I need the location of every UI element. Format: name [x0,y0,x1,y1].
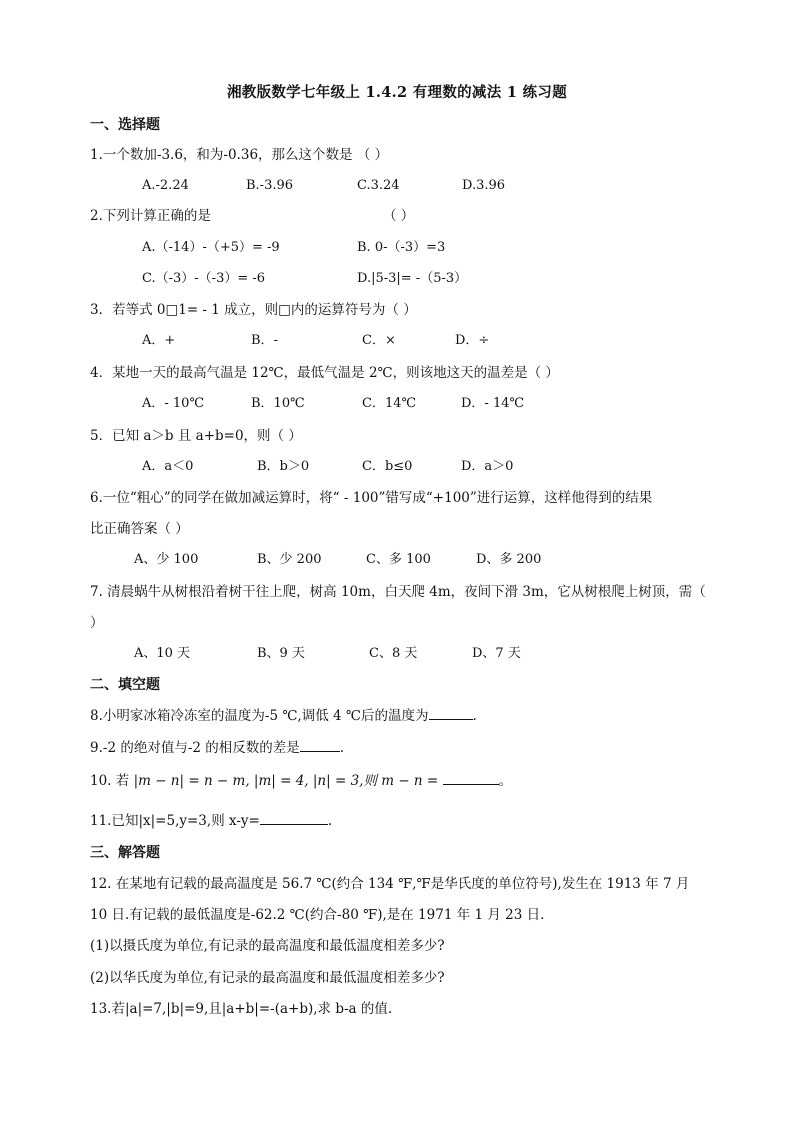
question-10 [90,772,512,790]
question-10-end: 。 [498,773,513,789]
question-4-option-d: D．- 14℃ [461,396,525,411]
answer-blank [429,707,473,720]
question-5-option-c: C．b≤0 [362,459,413,474]
question-3-stem: 3．若等式 0□1= - 1 成立，则□内的运算符号为（ ） [90,302,417,318]
question-8-end: . [472,708,477,724]
question-3-option-b: B．- [251,333,278,348]
page-title: 湘教版数学七年级上 1.4.2 有理数的减法 1 练习题 [226,84,568,101]
question-6-stem-line-2: 比正确答案（ ） [90,521,189,537]
question-2-option-b: B. 0-（-3）=3 [357,240,446,255]
question-10-math: |m − n| = n − m, |m| = 4, |n| = 3,则 m − n = [133,773,439,789]
question-7-option-b: B、9 天 [257,646,305,661]
question-4-stem: 4．某地一天的最高气温是 12℃，最低气温是 2℃，则该地这天的温差是（ ） [90,365,559,381]
question-3-option-c: C．× [362,333,396,348]
question-2-option-a: A.（-14）-（+5）= -9 [142,240,280,255]
question-4-option-c: C．14℃ [362,396,417,411]
question-2-stem: 2.下列计算正确的是 [90,208,211,224]
question-3-option-a: A．+ [142,333,176,348]
question-3-option-d: D．÷ [455,333,490,348]
question-2-option-d: D.|5-3|= -（5-3） [357,271,468,286]
question-6-option-c: C、多 100 [366,552,431,567]
question-11 [90,812,332,830]
question-4-option-b: B．10℃ [251,396,305,411]
answer-blank [300,739,340,752]
question-4-option-a: A．- 10℃ [142,396,204,411]
question-11-text: 11.已知|x|=5,y=3,则 x-y= [90,813,260,829]
question-7-stem-line-1: 7. 清晨蜗牛从树根沿着树干往上爬，树高 10m，白天爬 4m，夜间下滑 3m，它从树根爬上树顶，需（ [90,584,706,600]
question-1-option-b: B.-3.96 [246,178,294,193]
question-2-option-c: C.（-3）-（-3）= -6 [142,271,266,286]
question-5-option-d: D．a＞0 [461,459,514,474]
section-heading-fill: 二、填空题 [90,677,160,693]
section-heading-solve: 三、解答题 [90,845,160,861]
question-5-option-b: B．b＞0 [257,459,310,474]
question-1-stem: 1.一个数加-3.6，和为-0.36，那么这个数是 （ ） [90,147,389,163]
question-8-text: 8.小明家冰箱冷冻室的温度为-5 ℃,调低 4 ℃后的温度为 [90,708,429,724]
question-12-sub-1: (1)以摄氏度为单位,有记录的最高温度和最低温度相差多少? [90,938,445,954]
question-7-option-a: A、10 天 [134,646,191,661]
question-6-option-d: D、多 200 [476,552,542,567]
question-9-text: 9.-2 的绝对值与-2 的相反数的差是 [90,740,300,756]
question-6-stem-line-1: 6.一位“粗心”的同学在做加减运算时，将“ - 100”错写成“+100”进行运算，这样他得到的结果 [90,490,653,506]
question-1-option-c: C.3.24 [357,178,400,193]
section-heading-choice: 一、选择题 [90,117,160,133]
question-1-option-a: A.-2.24 [142,178,189,193]
question-5-stem: 5．已知 a＞b 且 a+b=0，则（ ） [90,428,302,444]
question-7-option-c: C、8 天 [369,646,418,661]
question-5-option-a: A．a＜0 [142,459,194,474]
question-6-option-a: A、少 100 [134,552,199,567]
question-6-option-b: B、少 200 [257,552,322,567]
question-8 [90,707,477,725]
question-12-line-1: 12. 在某地有记载的最高温度是 56.7 ℃(约合 134 ℉,℉是华氏度的单位符号),发生在 1913 年 7 月 [90,876,690,892]
question-2-answer-paren: （ ） [383,208,415,224]
question-12-line-2: 10 日.有记载的最低温度是-62.2 ℃(约合-80 ℉),是在 1971 年 1 月 23 日. [90,907,545,923]
question-9 [90,739,344,757]
question-9-end: . [339,740,345,756]
question-11-end: . [327,813,333,829]
answer-blank [443,772,499,785]
question-7-option-d: D、7 天 [472,646,521,661]
question-1-option-d: D.3.96 [462,178,506,193]
answer-blank [260,812,328,825]
question-13: 13.若|a|=7,|b|=9,且|a+b|=-(a+b),求 b-a 的值. [90,1001,393,1017]
question-10-prefix: 10. 若 [90,773,130,789]
question-12-sub-2: (2)以华氏度为单位,有记录的最高温度和最低温度相差多少? [90,970,445,986]
question-7-stem-line-2: ） [90,615,104,631]
